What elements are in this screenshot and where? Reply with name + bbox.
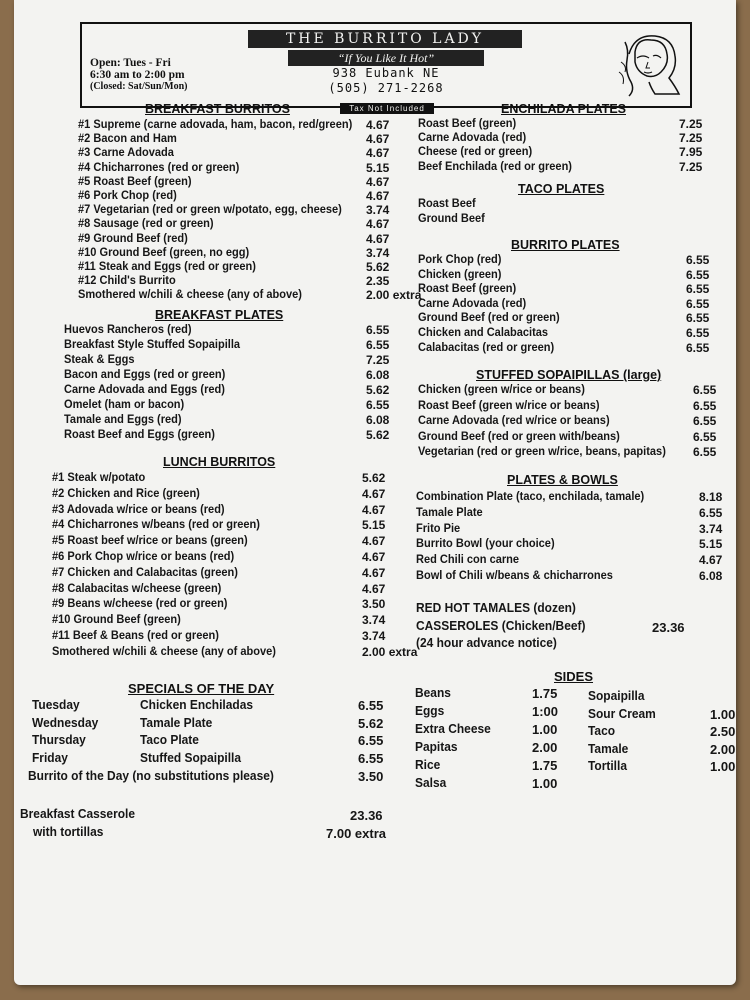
breakfast-burrito-item: #1 Supreme (carne adovada, ham, bacon, red/green) [78,117,353,131]
breakfast-burrito-item: #9 Ground Beef (red) [78,230,188,245]
hours-closed: (Closed: Sat/Sun/Mon) [90,81,188,92]
burrito-plate-price: 6.55 [686,267,710,282]
lunch-burrito-item: #5 Roast beef w/rice or beans (green) [52,533,248,548]
breakfast-burrito-item: #10 Ground Beef (green, no egg) [78,244,250,259]
breakfast-casserole: Breakfast Casserole [20,806,136,821]
plates-bowls-item: Tamale Plate [416,504,483,519]
sopaipilla-item: Carne Adovada (red w/rice or beans) [418,413,610,427]
breakfast-burrito-price: 4.67 [366,231,390,246]
burrito-plate-item: Carne Adovada (red) [418,295,527,310]
special-price: 6.55 [358,733,384,748]
sopaipilla-item: Vegetarian (red or green w/rice, beans, papitas) [418,444,666,458]
plates-bowls-item: Frito Pie [416,520,461,535]
plates-bowls-price: 6.08 [699,569,723,583]
breakfast-plate-item: Bacon and Eggs (red or green) [64,367,226,381]
special-price: 5.62 [358,715,384,731]
lunch-burrito-item: #1 Steak w/potato [52,470,146,484]
special-dish: Chicken Enchiladas [140,697,254,712]
sopaipilla-item: Roast Beef (green w/rice or beans) [418,397,600,412]
burrito-plate-price: 6.55 [686,340,710,355]
breakfast-plate-price: 7.25 [366,353,390,367]
casseroles-price: 23.36 [652,620,685,635]
hours-open: Open: Tues - Fri [90,57,171,69]
lunch-burrito-price: 4.67 [362,534,386,549]
sides-title: SIDES [554,669,594,684]
special-dish: Stuffed Sopaipilla [140,749,242,765]
lunch-burrito-item: #9 Beans w/cheese (red or green) [52,596,228,611]
breakfast-burrito-item: #3 Carne Adovada [78,145,174,160]
lunch-burrito-item: #10 Ground Beef (green) [52,612,181,627]
burrito-plate-item: Chicken and Calabacitas [418,325,549,339]
burrito-plate-item: Roast Beef (green) [418,281,517,296]
breakfast-plate-price: 5.62 [366,428,390,442]
burrito-of-day: Burrito of the Day (no substitutions please) [28,768,274,783]
enchilada-plate-price: 7.95 [679,145,703,160]
breakfast-plate-price: 6.55 [366,323,390,337]
side-price: 2.00 [710,741,736,757]
breakfast-plate-item: Steak & Eggs [64,352,135,366]
sopaipilla-price: 6.55 [693,429,717,444]
enchilada-plate-item: Beef Enchilada (red or green) [418,158,572,173]
burrito-plate-title: BURRITO PLATES [511,238,620,252]
plates-bowls-price: 8.18 [699,490,723,504]
lunch-burrito-price: 4.67 [362,565,386,580]
enchilada-plate-title: ENCHILADA PLATES [501,102,626,116]
enchilada-plate-item: Carne Adovada (red) [418,130,527,145]
breakfast-burrito-item: #5 Roast Beef (green) [78,173,192,188]
side-item: Tamale [588,740,629,756]
lunch-burrito-item: #11 Beef & Beans (red or green) [52,628,219,642]
plates-bowls-price: 5.15 [699,537,723,552]
enchilada-plate-item: Roast Beef (green) [418,116,517,130]
breakfast-plate-item: Carne Adovada and Eggs (red) [64,382,225,396]
breakfast-plate-price: 6.08 [366,368,390,382]
plates-bowls-item: Bowl of Chili w/beans & chicharrones [416,568,613,582]
plates-bowls-item: Burrito Bowl (your choice) [416,536,555,551]
breakfast-plate-item: Breakfast Style Stuffed Sopaipilla [64,337,241,351]
breakfast-plate-price: 5.62 [366,383,390,397]
side-item: Beans [415,685,451,700]
side-item: Eggs [415,703,445,718]
breakfast-plate-title: BREAKFAST PLATES [155,308,284,322]
plates-bowls-price: 4.67 [699,553,723,568]
lunch-burrito-item: #3 Adovada w/rice or beans (red) [52,501,225,516]
breakfast-burrito-price: 2.35 [366,274,390,289]
side-price: 1.75 [532,758,558,773]
breakfast-burrito-price: 3.74 [366,203,390,218]
special-day: Thursday [32,732,86,747]
side-item: Taco [588,723,616,738]
breakfast-burrito-price: 3.74 [366,245,390,260]
advance-notice: (24 hour advance notice) [416,635,557,650]
side-item: Extra Cheese [415,721,491,736]
enchilada-plate-price: 7.25 [679,117,703,131]
breakfast-casserole-price: 23.36 [350,808,383,823]
lunch-burrito-price: 5.62 [362,471,386,485]
side-price: 2.00 [532,740,558,755]
burrito-plate-price: 6.55 [686,253,710,267]
lunch-burrito-item: #6 Pork Chop w/rice or beans (red) [52,549,235,563]
plates-bowls-item: Combination Plate (taco, enchilada, tamale) [416,489,645,503]
plates-bowls-price: 6.55 [699,505,723,520]
enchilada-plate-item: Cheese (red or green) [418,144,533,159]
breakfast-burrito-item: #7 Vegetarian (red or green w/potato, egg, cheese) [78,202,342,217]
specials-title: SPECIALS OF THE DAY [128,681,275,696]
taco-plate-title: TACO PLATES [518,182,605,196]
casseroles-line: CASSEROLES (Chicken/Beef) [416,618,586,633]
special-day: Wednesday [32,714,99,730]
tagline: “If You Like It Hot” [288,50,484,66]
breakfast-burrito-item: #6 Pork Chop (red) [78,188,177,202]
lunch-burrito-item: #8 Calabacitas w/cheese (green) [52,580,222,595]
lady-logo-icon [615,32,683,98]
hours-time: 6:30 am to 2:00 pm [90,69,185,81]
sopaipilla-title: STUFFED SOPAIPILLAS (large) [476,368,662,382]
lunch-burrito-price: 4.67 [362,581,386,596]
address: 938 Eubank NE [332,66,440,80]
breakfast-burrito-price: 4.67 [366,132,390,147]
enchilada-plate-price: 7.25 [679,131,703,146]
side-price: 1.00 [532,722,558,737]
sopaipilla-price: 6.55 [693,398,717,413]
address-block [290,66,482,96]
plates-bowls-title: PLATES & BOWLS [507,473,618,487]
breakfast-plate-price: 6.08 [366,413,390,427]
lunch-burrito-title: LUNCH BURRITOS [163,455,276,469]
sopaipilla-item: Chicken (green w/rice or beans) [418,382,585,396]
lunch-burrito-item: #4 Chicharrones w/beans (red or green) [52,517,260,532]
lunch-burrito-price: 4.67 [362,502,386,517]
breakfast-burrito-price: 4.67 [366,189,390,203]
lunch-burrito-price: 4.67 [362,486,386,501]
side-price: 1:00 [532,704,559,719]
side-item: Sour Cream [588,705,656,721]
burrito-plate-item: Ground Beef (red or green) [418,310,560,325]
sopaipilla-price: 6.55 [693,383,717,397]
casserole-tortillas-price: 7.00 extra [326,826,386,841]
breakfast-burrito-item: Smothered w/chili & cheese (any of above) [78,287,302,302]
restaurant-title: THE BURRITO LADY [248,30,522,48]
casserole-tortillas: with tortillas [33,824,104,839]
lunch-burrito-item: #7 Chicken and Calabacitas (green) [52,564,238,579]
breakfast-burrito-price: 4.67 [366,174,390,189]
burrito-plate-price: 6.55 [686,296,710,311]
lunch-burrito-item: #2 Chicken and Rice (green) [52,485,200,500]
tax-note: Tax Not Included [340,103,434,114]
sopaipilla-price: 6.55 [693,445,717,459]
breakfast-burrito-item: #11 Steak and Eggs (red or green) [78,259,256,273]
special-day: Friday [32,749,68,765]
breakfast-burrito-item: #8 Sausage (red or green) [78,216,214,231]
lunch-burrito-price: 3.50 [362,597,386,612]
plates-bowls-price: 3.74 [699,521,723,536]
breakfast-plate-item: Tamale and Eggs (red) [64,412,182,426]
breakfast-burrito-price: 2.00 extra [366,288,422,303]
burrito-plate-item: Pork Chop (red) [418,252,502,266]
side-item: Salsa [415,775,447,790]
burrito-plate-price: 6.55 [686,282,710,297]
side-item: Tortilla [588,758,627,773]
burrito-plate-item: Calabacitas (red or green) [418,339,555,354]
taco-plate-item: Ground Beef [418,211,485,225]
lunch-burrito-price: 3.74 [362,613,386,628]
breakfast-burrito-item: #12 Child's Burrito [78,273,176,288]
burrito-plate-price: 6.55 [686,326,710,340]
breakfast-burrito-price: 4.67 [366,217,390,232]
burrito-of-day-price: 3.50 [358,769,384,784]
side-item: Rice [415,757,441,772]
breakfast-burrito-item: #2 Bacon and Ham [78,131,177,146]
special-price: 6.55 [358,698,384,713]
breakfast-plate-item: Omelet (ham or bacon) [64,397,185,411]
special-dish: Taco Plate [140,732,199,747]
side-price: 1.75 [532,686,558,701]
lunch-burrito-price: 3.74 [362,629,386,643]
breakfast-burrito-title: BREAKFAST BURRITOS [145,102,290,116]
side-price: 1.00 [710,706,736,722]
lunch-burrito-item: Smothered w/chili & cheese (any of above) [52,643,276,658]
plates-bowls-item: Red Chili con carne [416,552,520,567]
burrito-plate-price: 6.55 [686,311,710,326]
breakfast-plate-item: Huevos Rancheros (red) [64,322,192,336]
side-item: Papitas [415,739,458,754]
breakfast-plate-item: Roast Beef and Eggs (green) [64,427,215,441]
breakfast-burrito-price: 4.67 [366,118,390,132]
breakfast-plate-price: 6.55 [366,398,390,412]
lunch-burrito-price: 4.67 [362,550,386,564]
breakfast-burrito-price: 5.62 [366,260,390,274]
burrito-plate-item: Chicken (green) [418,266,502,281]
breakfast-plate-price: 6.55 [366,338,390,352]
side-price: 2.50 [710,724,736,739]
side-price: 1.00 [532,776,558,791]
side-item: Sopaipilla [588,688,645,703]
hours-block [90,57,188,93]
special-price: 6.55 [358,750,384,766]
breakfast-burrito-price: 4.67 [366,146,390,161]
enchilada-plate-price: 7.25 [679,159,703,174]
side-price: 1.00 [710,759,736,774]
sopaipilla-price: 6.55 [693,414,717,428]
sopaipilla-item: Ground Beef (red or green with/beans) [418,428,620,443]
breakfast-burrito-item: #4 Chicharrones (red or green) [78,159,240,174]
phone: (505) 271-2268 [328,81,444,95]
tamales-line: RED HOT TAMALES (dozen) [416,600,576,615]
taco-plate-item: Roast Beef [418,196,476,210]
breakfast-burrito-price: 5.15 [366,160,390,175]
special-day: Tuesday [32,697,80,712]
lunch-burrito-price: 2.00 extra [362,644,418,659]
special-dish: Tamale Plate [140,714,213,730]
lunch-burrito-price: 5.15 [362,518,386,533]
